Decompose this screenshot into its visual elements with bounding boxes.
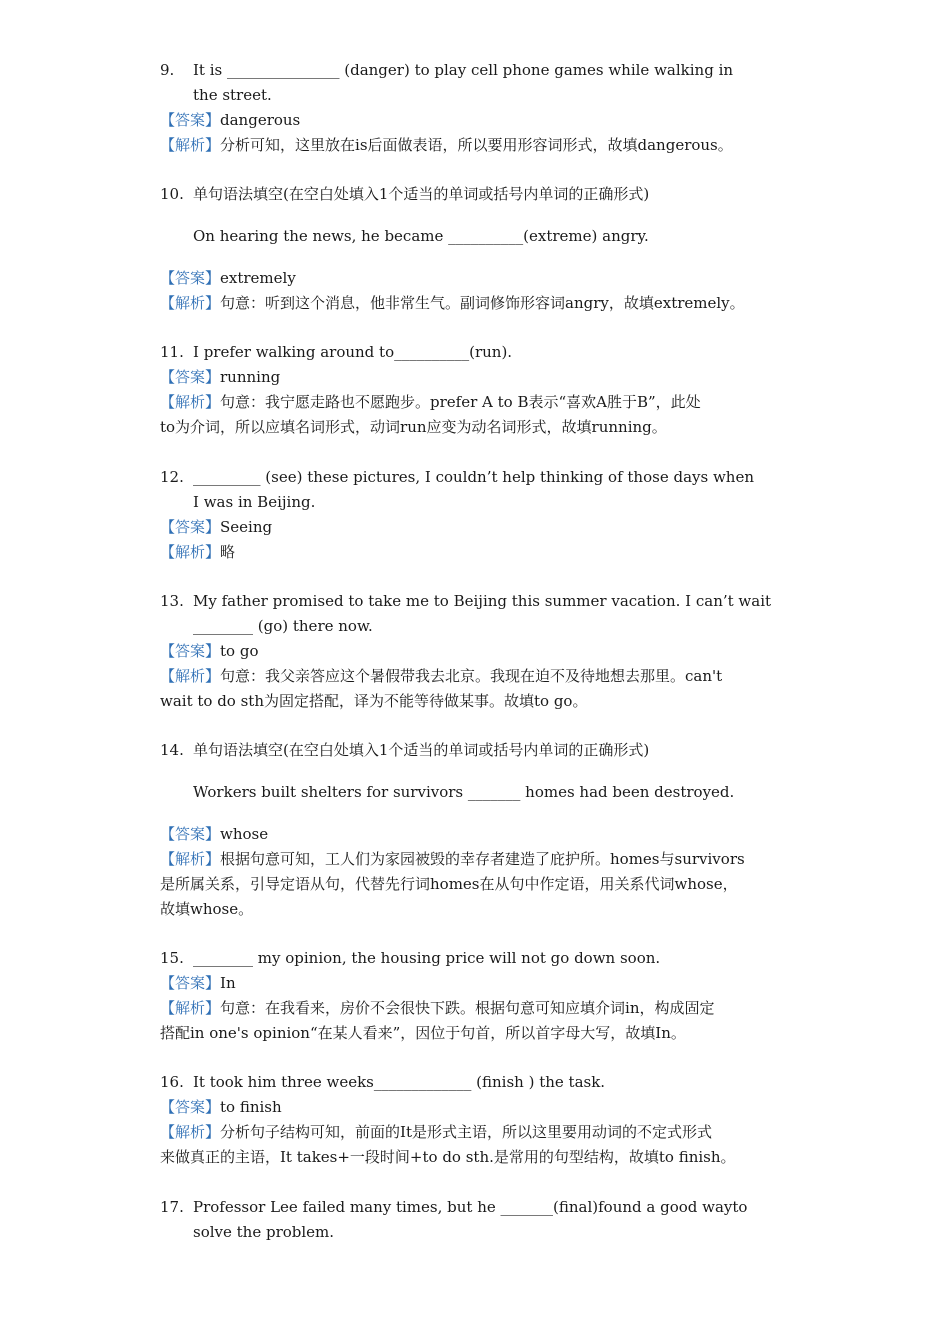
- answer-text: Seeing: [220, 518, 273, 536]
- answer-text: In: [220, 974, 236, 992]
- question-line: I was in Beijing.: [193, 493, 316, 511]
- question-number: 14.: [160, 741, 184, 759]
- question-11: [160, 340, 800, 440]
- question-number: 15.: [160, 949, 184, 967]
- analysis-text: 是所属关系，引导定语从句，代替先行词homes在从句中作定语，用关系代词whose，: [160, 875, 738, 893]
- analysis-text: 来做真正的主语，It takes+一段时间+to do sth.是常用的句型结构，故填to finish。: [160, 1148, 736, 1166]
- analysis-line: [160, 664, 800, 689]
- question-heading: 14. 单句语法填空(在空白处填入1个适当的单词或括号内单词的正确形式): [160, 738, 800, 763]
- analysis-line: [160, 415, 800, 440]
- question-number: 12.: [160, 468, 184, 486]
- answer-label: 【答案】: [160, 1098, 221, 1116]
- answer-line: [160, 365, 800, 390]
- analysis-label: 【解析】: [160, 850, 221, 868]
- analysis-line: [160, 133, 800, 158]
- answer-text: to go: [220, 642, 259, 660]
- answer-line: [160, 971, 800, 996]
- question-line: the street.: [193, 86, 272, 104]
- analysis-line: [160, 1021, 800, 1046]
- analysis-text: to为介词，所以应填名词形式，动词run应变为动名词形式，故填running。: [160, 418, 667, 436]
- analysis-line: [160, 897, 800, 922]
- question-line: ________ (go) there now.: [193, 617, 373, 635]
- answer-text: running: [220, 368, 281, 386]
- question-17: [160, 1195, 800, 1245]
- question-number: 16.: [160, 1073, 184, 1091]
- answer-label: 【答案】: [160, 269, 221, 287]
- analysis-text: 句意：我宁愿走路也不愿跑步。prefer A to B表示“喜欢A胜于B”，此处: [220, 393, 701, 411]
- answer-line: [160, 266, 800, 291]
- analysis-line: [160, 1120, 800, 1145]
- answer-line: [160, 108, 800, 133]
- question-line: Workers built shelters for survivors _______ homes had been destroyed.: [193, 783, 735, 801]
- analysis-text: 分析可知，这里放在is后面做表语，所以要用形容词形式，故填dangerous。: [220, 136, 733, 154]
- question-line: 13. My father promised to take me to Beijing this summer vacation. I can’t wait: [160, 589, 800, 614]
- question-number: 10.: [160, 185, 184, 203]
- analysis-line: [160, 1145, 800, 1170]
- analysis-line: [160, 872, 800, 897]
- analysis-text: 句意：在我看来，房价不会很快下跌。根据句意可知应填介词in，构成固定: [220, 999, 715, 1017]
- question-line: solve the problem.: [193, 1223, 335, 1241]
- answer-label: 【答案】: [160, 368, 221, 386]
- analysis-text: 句意：我父亲答应这个暑假带我去北京。我现在迫不及待地想去那里。can't: [220, 667, 723, 685]
- analysis-text: 搭配in one's opinion“在某人看来”，因位于句首，所以首字母大写，故填In。: [160, 1024, 686, 1042]
- analysis-text: wait to do sth为固定搭配，译为不能等待做某事。故填to go。: [160, 692, 588, 710]
- answer-line: [160, 639, 800, 664]
- analysis-label: 【解析】: [160, 999, 221, 1017]
- question-15: [160, 946, 800, 1046]
- answer-label: 【答案】: [160, 642, 221, 660]
- question-10: [160, 182, 800, 316]
- question-14: [160, 738, 800, 922]
- analysis-label: 【解析】: [160, 294, 221, 312]
- analysis-line: [160, 540, 800, 565]
- analysis-text: 根据句意可知，工人们为家园被毁的幸存者建造了庇护所。homes与survivors: [220, 850, 745, 868]
- question-9: [160, 58, 800, 158]
- analysis-label: 【解析】: [160, 393, 221, 411]
- question-16: [160, 1070, 800, 1170]
- answer-label: 【答案】: [160, 825, 221, 843]
- analysis-label: 【解析】: [160, 1123, 221, 1141]
- question-line: 15. ________ my opinion, the housing price will not go down soon.: [160, 946, 800, 971]
- analysis-text: 句意：听到这个消息，他非常生气。副词修饰形容词angry，故填extremely。: [220, 294, 745, 312]
- answer-line: [160, 822, 800, 847]
- answer-text: to finish: [220, 1098, 282, 1116]
- analysis-line: [160, 390, 800, 415]
- question-number: 9.: [160, 61, 175, 79]
- question-number: 13.: [160, 592, 184, 610]
- question-number: 17.: [160, 1198, 184, 1216]
- analysis-text: 分析句子结构可知，前面的It是形式主语，所以这里要用动词的不定式形式: [220, 1123, 712, 1141]
- analysis-text: 故填whose。: [160, 900, 254, 918]
- answer-text: extremely: [220, 269, 296, 287]
- analysis-line: [160, 291, 800, 316]
- analysis-line: [160, 689, 800, 714]
- analysis-label: 【解析】: [160, 136, 221, 154]
- question-line: 17. Professor Lee failed many times, but he _______(final)found a good wayto: [160, 1195, 800, 1220]
- answer-line: [160, 1095, 800, 1120]
- question-heading: 10. 单句语法填空(在空白处填入1个适当的单词或括号内单词的正确形式): [160, 182, 800, 207]
- analysis-line: [160, 847, 800, 872]
- question-line: 11. I prefer walking around to__________(run).: [160, 340, 800, 365]
- question-line: 12. _________ (see) these pictures, I couldn’t help thinking of those days when: [160, 465, 800, 490]
- question-number: 11.: [160, 343, 184, 361]
- answer-label: 【答案】: [160, 518, 221, 536]
- question-line: On hearing the news, he became __________(extreme) angry.: [193, 227, 649, 245]
- answer-text: dangerous: [220, 111, 301, 129]
- answer-label: 【答案】: [160, 974, 221, 992]
- analysis-text: 略: [220, 543, 236, 561]
- question-12: [160, 465, 800, 565]
- question-line: 9. It is _______________ (danger) to play cell phone games while walking in: [160, 58, 800, 83]
- analysis-label: 【解析】: [160, 543, 221, 561]
- analysis-line: [160, 996, 800, 1021]
- question-line: 16. It took him three weeks_____________ (finish ) the task.: [160, 1070, 800, 1095]
- analysis-label: 【解析】: [160, 667, 221, 685]
- question-13: [160, 589, 800, 714]
- answer-text: whose: [220, 825, 269, 843]
- answer-label: 【答案】: [160, 111, 221, 129]
- answer-line: [160, 515, 800, 540]
